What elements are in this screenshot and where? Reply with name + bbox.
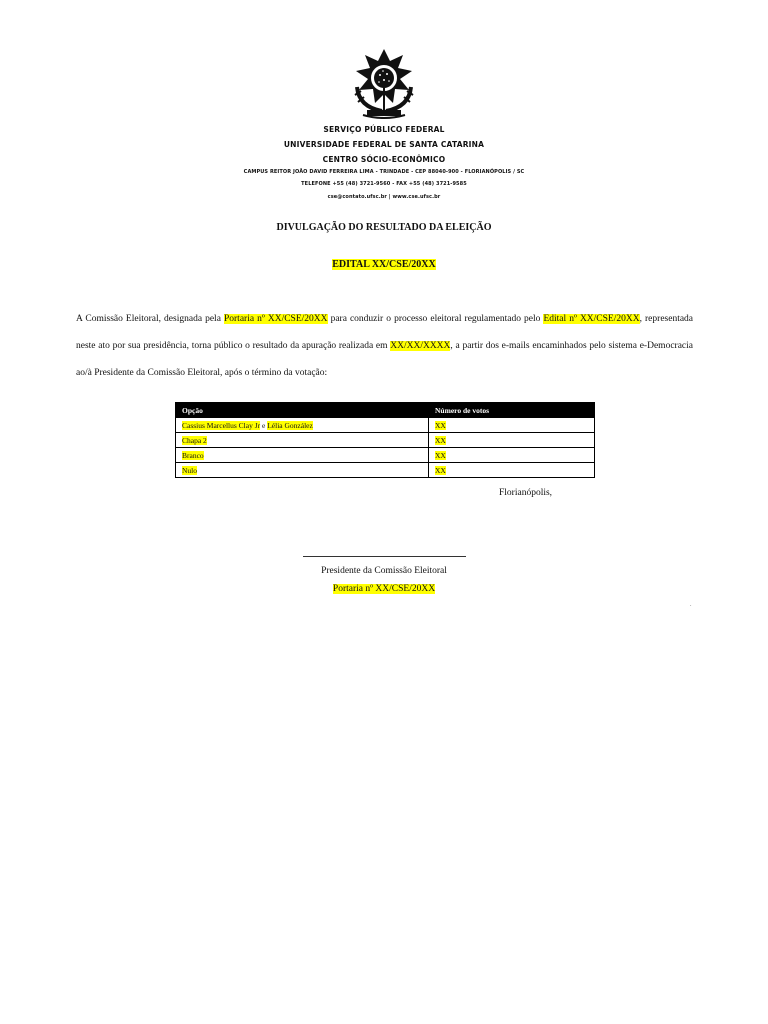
option-cell xyxy=(176,448,429,463)
table-row xyxy=(176,448,595,463)
option-name: Chapa 2 xyxy=(182,435,207,445)
option-cell xyxy=(176,433,429,448)
brazil-coat-of-arms-icon xyxy=(349,47,419,119)
footer-mark: . xyxy=(690,602,692,608)
option-name: Nulo xyxy=(182,465,197,475)
results-table xyxy=(175,402,595,478)
signature-name: Presidente da Comissão Eleitoral xyxy=(321,566,447,576)
option-name: Branco xyxy=(182,450,204,460)
votes-cell xyxy=(429,448,595,463)
table-header-row xyxy=(176,403,595,418)
portaria-ref: Portaria nº XX/CSE/20XX xyxy=(223,314,328,324)
body-text-3: , representada neste ato por sua presidência, torna público o resultado da apuração realizada em xyxy=(76,314,694,351)
option-name-2: Lélia González xyxy=(267,420,313,430)
votes-value: XX xyxy=(435,420,446,430)
body-text-4: , a partir dos e-mails encaminhados pelo sistema e-Democracia ao/à Presidente da Comissão Eleitoral, após o término da votação: xyxy=(76,341,693,378)
signature-portaria-wrap xyxy=(0,584,768,594)
option-cell xyxy=(176,418,429,433)
table-row xyxy=(176,433,595,448)
table-row xyxy=(176,463,595,478)
votes-value: XX xyxy=(435,435,446,445)
document-title: DIVULGAÇÃO DO RESULTADO DA ELEIÇÃO xyxy=(276,222,492,233)
election-date: XX/XX/XXXX xyxy=(390,341,451,351)
votes-value: XX xyxy=(435,465,446,475)
edital-ref: Edital nº XX/CSE/20XX xyxy=(543,314,640,324)
option-joiner: e xyxy=(260,420,268,430)
votes-cell xyxy=(429,463,595,478)
header-service: SERVIÇO PÚBLICO FEDERAL xyxy=(323,125,445,134)
header-option: Opção xyxy=(176,403,429,418)
signature-line xyxy=(303,556,466,557)
header-web: cse@contato.ufsc.br | www.cse.ufsc.br xyxy=(327,194,441,200)
header-center: CENTRO SÓCIO-ECONÔMICO xyxy=(322,155,446,164)
option-cell xyxy=(176,463,429,478)
header-phone: TELEFONE +55 (48) 3721-9560 - FAX +55 (48) 3721-9585 xyxy=(301,181,467,187)
place-date: Florianópolis, xyxy=(499,488,553,498)
header-university: UNIVERSIDADE FEDERAL DE SANTA CATARINA xyxy=(283,140,485,149)
body-text-1: A Comissão Eleitoral, designada pela xyxy=(76,314,224,324)
votes-cell xyxy=(429,433,595,448)
body-text-2: para conduzir o processo eleitoral regulamentado pelo xyxy=(327,314,544,324)
header-votes: Número de votos xyxy=(429,403,595,418)
votes-cell xyxy=(429,418,595,433)
edital-label xyxy=(0,259,768,270)
body-paragraph xyxy=(76,306,693,387)
votes-value: XX xyxy=(435,450,446,460)
signature-portaria: Portaria nº XX/CSE/20XX xyxy=(332,584,436,594)
header-address: CAMPUS REITOR JOÃO DAVID FERREIRA LIMA - TRINDADE - CEP 88040-900 - FLORIANÓPOLIS / SC xyxy=(243,169,525,175)
edital-number: EDITAL XX/CSE/20XX xyxy=(332,259,436,270)
option-name: Cassius Marcellus Clay Jr xyxy=(182,420,261,430)
table-row xyxy=(176,418,595,433)
